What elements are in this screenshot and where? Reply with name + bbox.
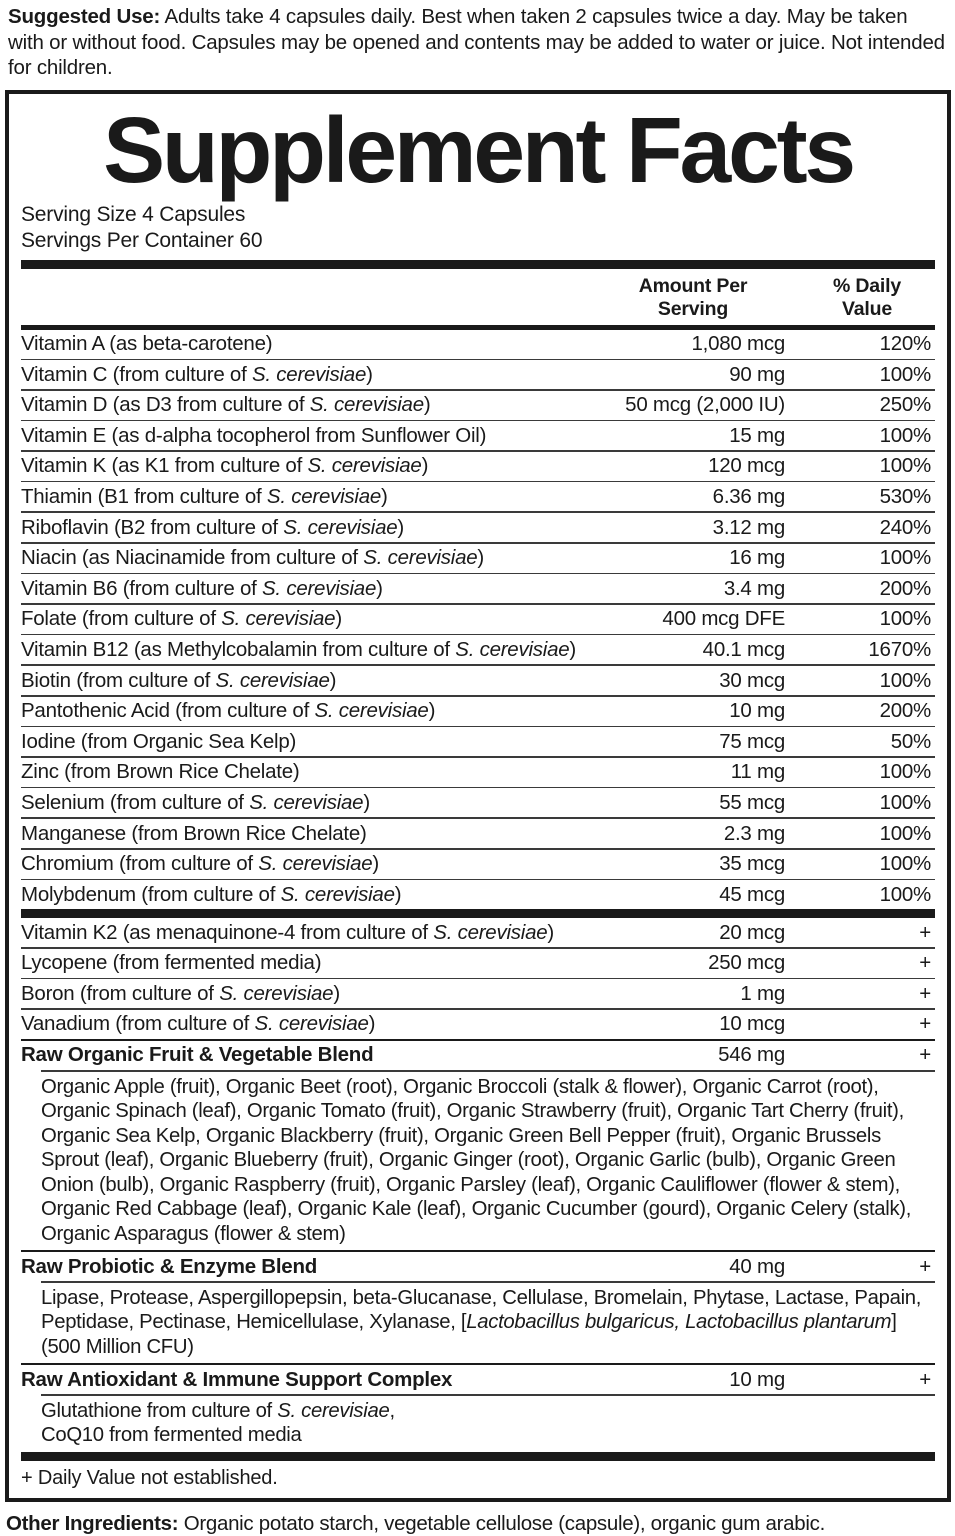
- latin-name: S. cerevisiae: [455, 637, 570, 661]
- nutrient-name: Vitamin D (as D3 from culture of S. cerevisiae): [21, 393, 431, 417]
- nutrient-name: Raw Probiotic & Enzyme Blend: [21, 1254, 317, 1278]
- rule-thick-top: [21, 260, 935, 269]
- nutrient-name-cell: [21, 424, 587, 448]
- table-row: [21, 605, 935, 634]
- nutrient-name-cell: [21, 546, 587, 570]
- amount-cell: 75 mcg: [719, 729, 785, 753]
- daily-value-cell: 100%: [879, 760, 931, 784]
- rule-before-footnote: [21, 1452, 935, 1461]
- daily-value-cell: 100%: [879, 852, 931, 876]
- table-row: [21, 330, 935, 359]
- daily-value-header: [799, 275, 935, 321]
- dv-header-line1: % Daily: [833, 274, 901, 297]
- latin-name: S. cerevisiae: [219, 981, 334, 1005]
- amount-cell: 35 mcg: [719, 852, 785, 876]
- daily-value-cell: 100%: [879, 423, 931, 447]
- daily-value-cell: 530%: [879, 484, 931, 508]
- amount-cell: 10 mg: [729, 699, 785, 723]
- latin-name: S. cerevisiae: [314, 699, 429, 723]
- table-row: [21, 758, 935, 787]
- table-row: [21, 880, 935, 909]
- daily-value-cell: 100%: [879, 821, 931, 845]
- blend-ingredients: Organic Apple (fruit), Organic Beet (root), Organic Broccoli (stalk & flower), Organic Carrot (root), Organic Spinach (leaf), Organic Tomato (fruit), Organic Strawberry (fruit), Organic Tart Cherry (fruit), Organic Sea Kelp, Organic Blackberry (fruit), Organic Green Bell Pepper (fruit), Organic Brussels Sprout (leaf), Organic Blueberry (fruit), Organic Ginger (root), Organic Garlic (bulb), Organic Green Onion (bulb), Organic Raspberry (fruit), Organic Parsley (leaf), Organic Cauliflower (flower & stem), Organic Red Cabbage (leaf), Organic Kale (leaf), Organic Cucumber (gourd), Organic Celery (stalk), Organic Asparagus (flower & stem): [41, 1075, 912, 1245]
- table-row: [21, 727, 935, 756]
- page-title: Supplement Facts: [103, 97, 853, 202]
- nutrient-name-cell: [21, 951, 587, 975]
- nutrient-name-cell: [21, 393, 587, 417]
- latin-name: S. cerevisiae: [433, 920, 548, 944]
- nutrient-name: Molybdenum (from culture of S. cerevisiae): [21, 882, 402, 906]
- daily-value-cell: 100%: [879, 882, 931, 906]
- nutrient-name-cell: [21, 1012, 587, 1036]
- nutrient-name-cell: [21, 883, 587, 907]
- amount-cell: 16 mg: [729, 546, 785, 570]
- nutrient-name-cell: [21, 454, 587, 478]
- amount-cell: 546 mg: [718, 1043, 785, 1067]
- table-row: [21, 666, 935, 695]
- suggested-use-text: Adults take 4 capsules daily. Best when taken 2 capsules twice a day. May be taken with or without food. Capsules may be opened and contents may be added to water or juice. Not intended for children.: [8, 5, 945, 79]
- daily-value-cell: +: [919, 951, 931, 975]
- daily-value-cell: 50%: [890, 729, 931, 753]
- latin-name: S. cerevisiae: [307, 454, 422, 478]
- amount-cell: 1,080 mcg: [691, 332, 785, 355]
- amount-cell: 50 mcg (2,000 IU): [625, 393, 785, 417]
- amount-cell: 90 mg: [729, 362, 785, 386]
- latin-name: S. cerevisiae: [280, 882, 395, 906]
- latin-name: S. cerevisiae: [262, 576, 377, 600]
- table-row: [21, 850, 935, 879]
- daily-value-cell: 250%: [879, 393, 931, 417]
- footnote: + Daily Value not established.: [21, 1466, 278, 1489]
- amount-cell: 2.3 mg: [723, 821, 785, 845]
- nutrient-name-cell: [21, 982, 587, 1006]
- nutrient-name: Thiamin (B1 from culture of S. cerevisiae): [21, 484, 388, 508]
- nutrient-name: Raw Antioxidant & Immune Support Complex: [21, 1367, 453, 1391]
- nutrient-name-cell: [21, 791, 587, 815]
- latin-name: S. cerevisiae: [266, 484, 382, 508]
- daily-value-cell: 100%: [879, 362, 931, 386]
- other-nutrients-table: [21, 918, 935, 1039]
- blends-section: [21, 1039, 935, 1452]
- latin-name: S. cerevisiae: [254, 1012, 369, 1036]
- latin-name: S. cerevisiae: [309, 393, 424, 417]
- latin-name: S. cerevisiae: [215, 668, 330, 692]
- latin-name: S. cerevisiae: [363, 546, 478, 570]
- amount-cell: 120 mcg: [708, 454, 785, 478]
- other-ingredients-label: Other Ingredients:: [6, 1511, 179, 1535]
- nutrient-name-cell: [21, 669, 587, 693]
- other-ingredients-text: Organic potato starch, vegetable cellulose (capsule), organic gum arabic.: [178, 1511, 825, 1535]
- supplement-facts-panel: [5, 90, 951, 1502]
- latin-name: S. cerevisiae: [283, 515, 398, 539]
- vitamins-minerals-table: [21, 330, 935, 910]
- amount-per-serving-header: [587, 275, 799, 321]
- daily-value-cell: 100%: [879, 607, 931, 631]
- nutrient-name: Vitamin K2 (as menaquinone-4 from culture of S. cerevisiae): [21, 920, 554, 944]
- table-row: [21, 949, 935, 978]
- amount-cell: 3.4 mg: [723, 576, 785, 600]
- amount-cell: 1 mg: [740, 981, 785, 1005]
- amount-cell: 10 mg: [729, 1367, 785, 1391]
- nutrient-name-cell: [21, 760, 587, 784]
- nutrient-name: Lycopene (from fermented media): [21, 951, 322, 975]
- amount-cell: 11 mg: [730, 760, 785, 784]
- table-row: [21, 452, 935, 481]
- latin-name: S. cerevisiae: [251, 362, 367, 386]
- table-row: [21, 513, 935, 542]
- daily-value-cell: 120%: [879, 332, 931, 355]
- daily-value-cell: +: [919, 1367, 931, 1391]
- nutrient-name: Riboflavin (B2 from culture of S. cerevisiae): [21, 515, 404, 539]
- suggested-use-block: [0, 0, 955, 81]
- suggested-use-label: Suggested Use:: [8, 5, 161, 28]
- nutrient-name: Manganese (from Brown Rice Chelate): [21, 821, 367, 845]
- nutrient-name-cell: [21, 363, 587, 387]
- nutrient-name-cell: [21, 822, 587, 846]
- amount-cell: 45 mcg: [719, 882, 785, 906]
- amount-cell: 3.12 mg: [712, 515, 785, 539]
- table-row: [21, 360, 935, 389]
- daily-value-cell: 200%: [879, 699, 931, 723]
- nutrient-name: Vitamin K (as K1 from culture of S. cerevisiae): [21, 454, 429, 478]
- daily-value-cell: 100%: [879, 668, 931, 692]
- table-row: [21, 1252, 935, 1281]
- amount-cell: 40 mg: [729, 1254, 785, 1278]
- daily-value-cell: +: [919, 920, 931, 944]
- blend-ingredients: Lipase, Protease, Aspergillopepsin, beta-Glucanase, Cellulase, Bromelain, Phytase, Lactase, Papain, Peptidase, Pectinase, Hemicellulase, Xylanase, [Lactobacillus bulgaricus, Lactobacillus plantarum] (500 Million CFU): [41, 1286, 922, 1358]
- table-row: [21, 819, 935, 848]
- serving-info: [21, 202, 935, 260]
- daily-value-cell: 100%: [879, 454, 931, 478]
- nutrient-name-cell: [21, 921, 587, 945]
- blend-ingredients: Glutathione from culture of S. cerevisiae, CoQ10 from fermented media: [41, 1399, 395, 1447]
- nutrient-name-cell: [21, 485, 587, 509]
- nutrient-name: Pantothenic Acid (from culture of S. cerevisiae): [21, 699, 436, 723]
- nutrient-name: Vitamin C (from culture of S. cerevisiae): [21, 362, 373, 386]
- table-row: [21, 788, 935, 817]
- daily-value-cell: +: [919, 981, 931, 1005]
- table-row: [21, 918, 935, 947]
- table-row: [21, 1010, 935, 1039]
- amount-cell: 15 mg: [729, 423, 785, 447]
- amount-header-line2: Serving: [657, 297, 729, 320]
- other-ingredients-block: [0, 1502, 955, 1536]
- nutrient-name-cell: [21, 1255, 587, 1279]
- nutrient-name-cell: [21, 699, 587, 723]
- amount-cell: 250 mcg: [708, 951, 785, 975]
- nutrient-name-cell: [21, 1043, 587, 1067]
- daily-value-cell: 100%: [879, 790, 931, 814]
- amount-cell: 400 mcg DFE: [662, 607, 785, 631]
- table-row: [21, 979, 935, 1008]
- amount-cell: 40.1 mcg: [702, 637, 785, 661]
- table-row: [21, 1365, 935, 1394]
- latin-name: S. cerevisiae: [258, 852, 373, 876]
- table-row: [21, 482, 935, 511]
- latin-name: S. cerevisiae: [277, 1399, 390, 1422]
- nutrient-name-cell: [21, 638, 587, 662]
- table-row: [21, 421, 935, 450]
- latin-name: S. cerevisiae: [249, 790, 364, 814]
- daily-value-cell: +: [919, 1254, 931, 1278]
- nutrient-name: Raw Organic Fruit & Vegetable Blend: [21, 1043, 374, 1067]
- daily-value-cell: +: [919, 1012, 931, 1036]
- column-headers: [21, 269, 935, 325]
- nutrient-name: Vitamin B6 (from culture of S. cerevisiae): [21, 576, 383, 600]
- latin-name: S. cerevisiae: [221, 607, 336, 631]
- nutrient-name-cell: [21, 607, 587, 631]
- daily-value-cell: 100%: [879, 546, 931, 570]
- table-row: [21, 1041, 935, 1070]
- nutrient-name-cell: [21, 516, 587, 540]
- nutrient-name: Boron (from culture of S. cerevisiae): [21, 981, 340, 1005]
- nutrient-name: Biotin (from culture of S. cerevisiae): [21, 668, 337, 692]
- amount-cell: 30 mcg: [719, 668, 785, 692]
- nutrient-name-cell: [21, 1368, 587, 1392]
- table-row: [21, 544, 935, 573]
- amount-cell: 6.36 mg: [712, 484, 785, 508]
- dv-header-line2: Value: [842, 297, 892, 320]
- nutrient-name: Vanadium (from culture of S. cerevisiae): [21, 1012, 376, 1036]
- latin-name: Lactobacillus bulgaricus, Lactobacillus plantarum: [466, 1311, 892, 1334]
- table-row: [21, 635, 935, 664]
- rule-before-other-nutrients: [21, 909, 935, 918]
- nutrient-name: Zinc (from Brown Rice Chelate): [21, 760, 300, 784]
- serving-size: Serving Size 4 Capsules: [21, 202, 246, 226]
- amount-cell: 20 mcg: [719, 920, 785, 944]
- nutrient-name: Chromium (from culture of S. cerevisiae): [21, 852, 379, 876]
- nutrient-name-cell: [21, 332, 587, 356]
- servings-per-container: Servings Per Container 60: [21, 228, 263, 252]
- nutrient-name: Niacin (as Niacinamide from culture of S. cerevisiae): [21, 546, 484, 570]
- nutrient-name: Iodine (from Organic Sea Kelp): [21, 729, 297, 753]
- daily-value-cell: 1670%: [868, 637, 931, 661]
- nutrient-name-cell: [21, 577, 587, 601]
- amount-cell: 10 mcg: [719, 1012, 785, 1036]
- daily-value-cell: +: [919, 1043, 931, 1067]
- daily-value-cell: 200%: [879, 576, 931, 600]
- amount-cell: 55 mcg: [719, 790, 785, 814]
- table-row: [21, 574, 935, 603]
- daily-value-cell: 240%: [879, 515, 931, 539]
- nutrient-name: Vitamin E (as d-alpha tocopherol from Sunflower Oil): [21, 423, 487, 447]
- nutrient-name: Vitamin B12 (as Methylcobalamin from culture of S. cerevisiae): [21, 637, 576, 661]
- nutrient-name: Selenium (from culture of S. cerevisiae): [21, 790, 370, 814]
- nutrient-name: Vitamin A (as beta-carotene): [21, 332, 273, 355]
- amount-header-line1: Amount Per: [638, 274, 748, 297]
- nutrient-name-cell: [21, 730, 587, 754]
- nutrient-name: Folate (from culture of S. cerevisiae): [21, 607, 342, 631]
- table-row: [21, 391, 935, 420]
- nutrient-name-cell: [21, 852, 587, 876]
- table-row: [21, 697, 935, 726]
